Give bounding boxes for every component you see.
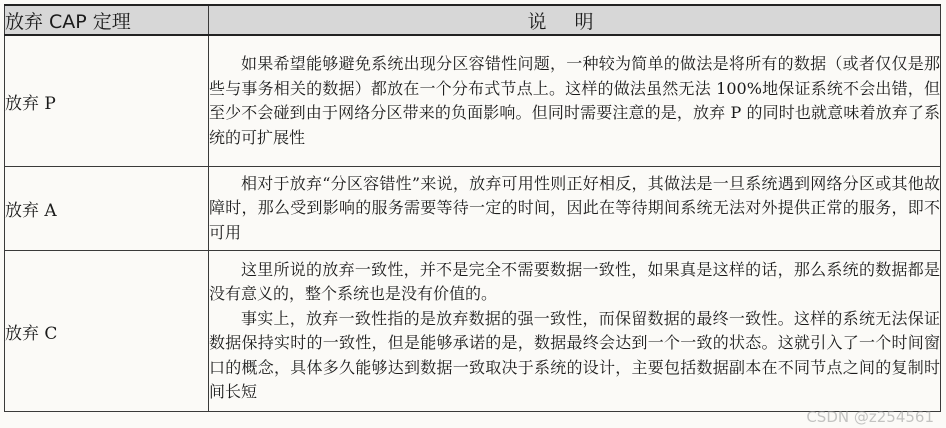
row-label-drop-p: 放弃 P [5,35,209,167]
header-description: 说明 [209,5,941,35]
table-row [5,35,941,167]
header-strategy: 放弃 CAP 定理 [5,5,209,35]
description-paragraph: 相对于放弃“分区容错性”来说，放弃可用性则正好相反，其做法是一旦系统遇到网络分区或其他故障时，那么受到影响的服务需要等待一定的时间，因此在等待期间系统无法对外提供正常的服务，即不可用 [209,173,940,242]
table-header-row [5,5,941,35]
watermark: CSDN @z254561 [806,408,934,426]
table-row [5,251,941,412]
row-label-drop-c: 放弃 C [5,251,209,412]
description-paragraph: 如果希望能够避免系统出现分区容错性问题，一种较为简单的做法是将所有的数据（或者仅仅是那些与事务相关的数据）都放在一个分布式节点上。这样的做法虽然无法 100%地保证系统不会出错，但至少不会碰到由于网络分区带来的负面影响。但同时需要注意的是，放弃 P 的同时也就意味着放弃了系统的可扩展性 [209,54,940,147]
cap-table [4,4,941,412]
row-label-drop-a: 放弃 A [5,167,209,251]
description-paragraph: 这里所说的放弃一致性，并不是完全不需要数据一致性，如果真是这样的话，那么系统的数据都是没有意义的，整个系统也是没有价值的。 [209,259,940,303]
table-row [5,167,941,251]
description-paragraph: 事实上，放弃一致性指的是放弃数据的强一致性，而保留数据的最终一致性。这样的系统无法保证数据保持实时的一致性，但是能够承诺的是，数据最终会达到一个一致的状态。这就引入了一个时间窗口的概念，具体多久能够达到数据一致取决于系统的设计，主要包括数据副本在不同节点之间的复制时间长短 [209,308,940,401]
row-description [209,167,941,251]
row-description [209,251,941,412]
row-description [209,35,941,167]
